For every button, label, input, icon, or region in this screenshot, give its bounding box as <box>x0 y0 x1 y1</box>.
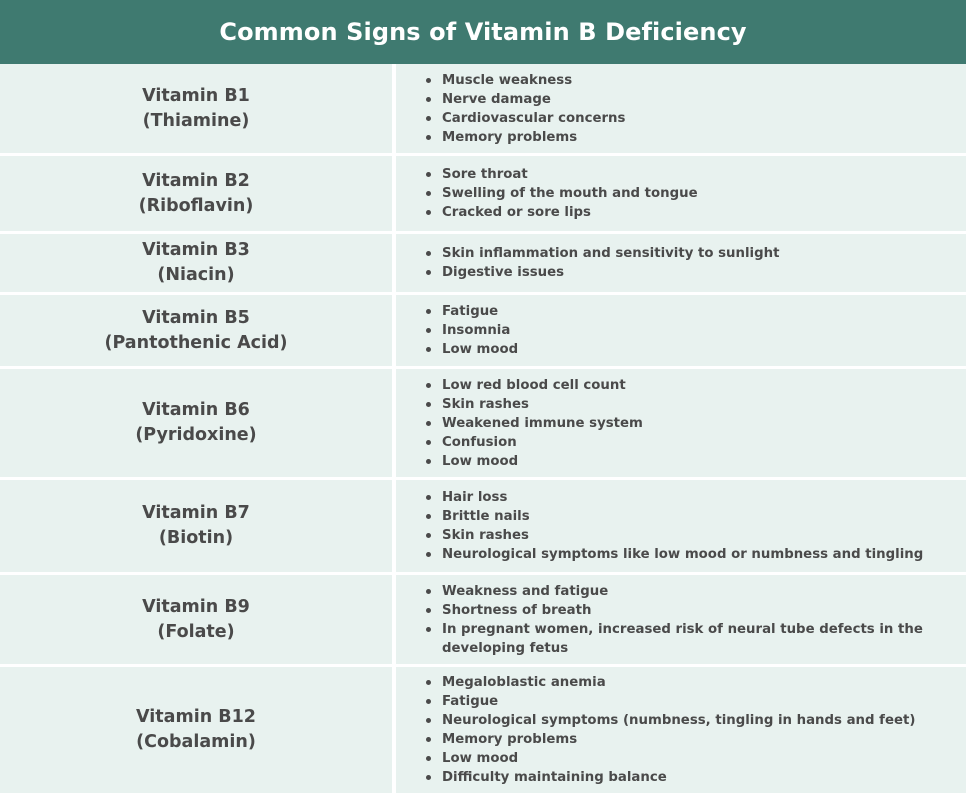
table-row <box>0 572 966 664</box>
list-item: Muscle weakness <box>426 71 625 90</box>
signs-cell <box>396 575 966 664</box>
table-row <box>0 366 966 477</box>
signs-cell <box>396 234 966 292</box>
table-row <box>0 477 966 572</box>
list-item: Neurological symptoms like low mood or numbness and tingling <box>426 545 923 564</box>
list-item: Megaloblastic anemia <box>426 673 915 692</box>
vitamin-name: Vitamin B9 <box>142 596 250 617</box>
signs-cell <box>396 295 966 366</box>
list-item: Nerve damage <box>426 90 625 109</box>
signs-cell <box>396 667 966 793</box>
signs-list <box>426 71 625 147</box>
signs-list <box>426 165 698 222</box>
list-item: Skin rashes <box>426 526 923 545</box>
vitamin-name-cell <box>0 156 396 231</box>
vitamin-alt-name: (Pyridoxine) <box>135 425 257 445</box>
list-item: Skin inflammation and sensitivity to sunlight <box>426 244 779 263</box>
list-item: In pregnant women, increased risk of neural tube defects in the developing fetus <box>426 620 950 658</box>
list-item: Fatigue <box>426 692 915 711</box>
vitamin-alt-name: (Cobalamin) <box>136 732 256 752</box>
list-item: Digestive issues <box>426 263 779 282</box>
signs-cell <box>396 64 966 153</box>
vitamin-name-cell <box>0 64 396 153</box>
list-item: Swelling of the mouth and tongue <box>426 184 698 203</box>
signs-list <box>426 488 923 564</box>
list-item: Skin rashes <box>426 395 643 414</box>
vitamin-name: Vitamin B1 <box>142 85 250 106</box>
list-item: Neurological symptoms (numbness, tingling in hands and feet) <box>426 711 915 730</box>
table-row <box>0 292 966 366</box>
vitamin-name-cell <box>0 234 396 292</box>
signs-list <box>426 376 643 471</box>
list-item: Insomnia <box>426 321 518 340</box>
vitamin-name: Vitamin B12 <box>136 707 256 727</box>
vitamin-name-cell <box>0 295 396 366</box>
vitamin-alt-name: (Biotin) <box>158 528 234 548</box>
list-item: Hair loss <box>426 488 923 507</box>
vitamin-alt-name: (Thiamine) <box>142 110 250 131</box>
list-item: Weakened immune system <box>426 414 643 433</box>
list-item: Memory problems <box>426 730 915 749</box>
vitamin-alt-name: (Folate) <box>157 621 235 642</box>
vitamin-name: Vitamin B6 <box>142 400 250 420</box>
vitamin-name-cell <box>0 369 396 477</box>
signs-list <box>426 244 779 282</box>
vitamin-name: Vitamin B7 <box>142 503 250 523</box>
table-row <box>0 664 966 793</box>
list-item: Low mood <box>426 452 643 471</box>
list-item: Brittle nails <box>426 507 923 526</box>
vitamin-alt-name: (Riboflavin) <box>138 195 254 216</box>
table-row <box>0 153 966 231</box>
vitamin-name-cell <box>0 667 396 793</box>
signs-list <box>426 302 518 359</box>
list-item: Low mood <box>426 749 915 768</box>
list-item: Shortness of breath <box>426 601 950 620</box>
table-row <box>0 231 966 292</box>
vitamin-name-cell <box>0 575 396 664</box>
list-item: Memory problems <box>426 128 625 147</box>
list-item: Sore throat <box>426 165 698 184</box>
list-item: Cardiovascular concerns <box>426 109 625 128</box>
list-item: Weakness and fatigue <box>426 582 950 601</box>
list-item: Low red blood cell count <box>426 376 643 395</box>
vitamin-alt-name: (Niacin) <box>157 265 235 285</box>
vitamin-name-cell <box>0 480 396 572</box>
table-row <box>0 64 966 153</box>
list-item: Low mood <box>426 340 518 359</box>
list-item: Cracked or sore lips <box>426 203 698 222</box>
signs-cell <box>396 369 966 477</box>
vitamin-name: Vitamin B3 <box>142 240 250 260</box>
signs-list <box>426 673 915 787</box>
list-item: Confusion <box>426 433 643 452</box>
vitamin-name: Vitamin B2 <box>142 170 250 191</box>
signs-list <box>426 582 950 658</box>
deficiency-table <box>0 64 966 793</box>
signs-cell <box>396 156 966 231</box>
vitamin-name: Vitamin B5 <box>142 307 250 328</box>
page-title: Common Signs of Vitamin B Deficiency <box>0 0 966 64</box>
list-item: Fatigue <box>426 302 518 321</box>
list-item: Difficulty maintaining balance <box>426 768 915 787</box>
vitamin-alt-name: (Pantothenic Acid) <box>104 332 288 353</box>
signs-cell <box>396 480 966 572</box>
